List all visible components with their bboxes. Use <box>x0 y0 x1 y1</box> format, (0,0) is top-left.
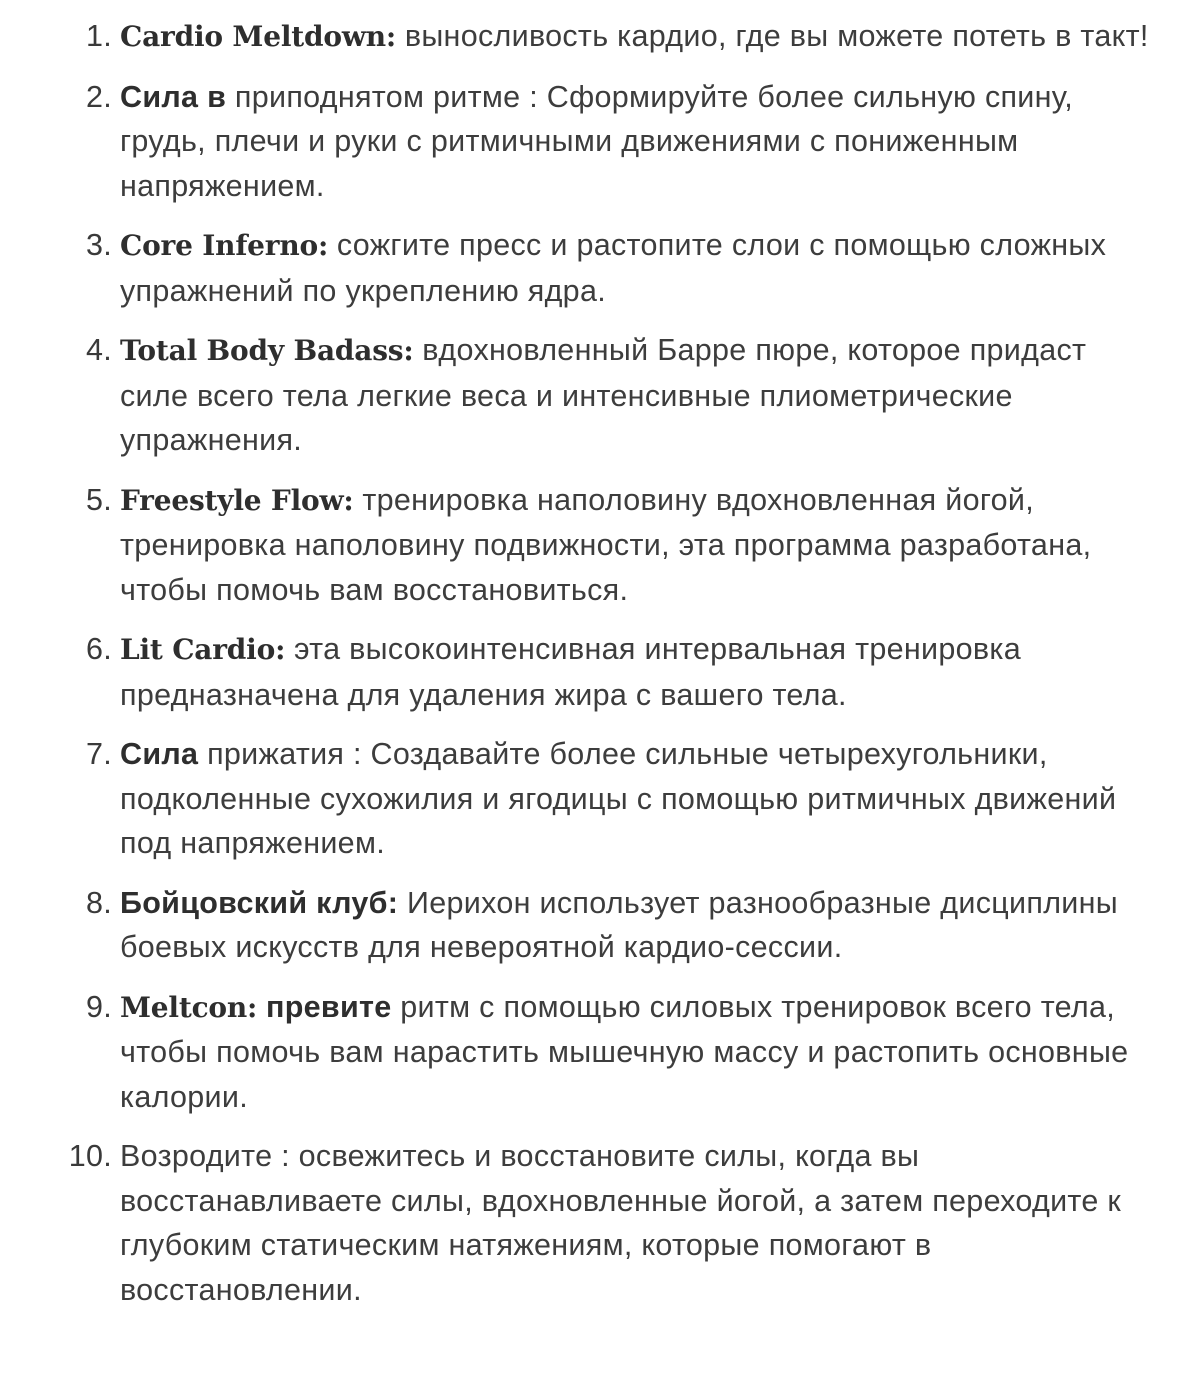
item-number: 9. <box>85 989 112 1024</box>
item-title: Total Body Badass: <box>120 334 414 367</box>
item-title: Lit Cardio: <box>120 633 286 666</box>
item-text: Иерихон использует разнообразные дисциплины боевых искусств для невероятной кардио-сессии. <box>120 885 1118 964</box>
list-item <box>0 1134 1179 1312</box>
item-number: 5. <box>85 482 112 517</box>
list-item <box>0 627 1179 717</box>
item-title: Cardio Meltdown: <box>120 20 397 53</box>
list-item <box>0 732 1179 866</box>
item-title-continuation: превите <box>257 989 392 1024</box>
item-text: Возродите : освежитесь и восстановите силы, когда вы восстанавливаете силы, вдохновленные йогой, а затем переходите к глубоким статическим натяжениям, которые помогают в восстановлении. <box>120 1139 1122 1307</box>
item-title: Freestyle Flow: <box>120 483 354 517</box>
item-text: ритм с помощью силовых тренировок всего тела, чтобы помочь вам нарастить мышечную массу и растопить основные калории. <box>120 989 1129 1114</box>
item-number: 3. <box>85 228 112 262</box>
item-text: эта высокоинтенсивная интервальная тренировка предназначена для удаления жира с вашего тела. <box>120 632 1021 712</box>
item-text: приподнятом ритме : Сформируйте более сильную спину, грудь, плечи и руки с ритмичными движениями с пониженным напряжением. <box>120 79 1074 203</box>
item-text: вдохновленный Барре пюре, которое придаст силе всего тела легкие веса и интенсивные плиометрические упражнения. <box>120 333 1087 457</box>
item-number: 10. <box>68 1139 112 1173</box>
list-item <box>0 75 1179 209</box>
item-number: 7. <box>85 737 112 771</box>
list-item <box>0 328 1179 463</box>
item-text: прижатия : Создавайте более сильные четырехугольники, подколенные сухожилия и ягодицы с помощью ритмичных движений под напряжением. <box>120 737 1117 860</box>
item-title: Сила <box>120 737 199 771</box>
list-item <box>0 478 1179 613</box>
item-title: Meltcon: <box>120 990 258 1024</box>
item-title: Бойцовский клуб: <box>120 885 399 920</box>
item-text: сожгите пресс и растопите слои с помощью сложных упражнений по укреплению ядра. <box>120 228 1107 308</box>
list-item <box>0 985 1179 1120</box>
item-text: тренировка наполовину вдохновленная йогой, тренировка наполовину подвижности, эта программа разработана, чтобы помочь вам восстановиться. <box>120 482 1092 607</box>
list-item <box>0 223 1179 313</box>
workout-list <box>0 14 1179 1327</box>
item-number: 6. <box>85 632 112 666</box>
item-number: 4. <box>85 333 112 367</box>
list-item <box>0 881 1179 970</box>
item-title: Сила в <box>120 79 227 114</box>
item-number: 2. <box>85 79 112 114</box>
item-title: Core Inferno: <box>120 229 329 262</box>
item-number: 8. <box>85 885 112 920</box>
list-item <box>0 14 1179 60</box>
item-number: 1. <box>85 19 112 53</box>
item-text: выносливость кардио, где вы можете потеть в такт! <box>396 19 1149 53</box>
